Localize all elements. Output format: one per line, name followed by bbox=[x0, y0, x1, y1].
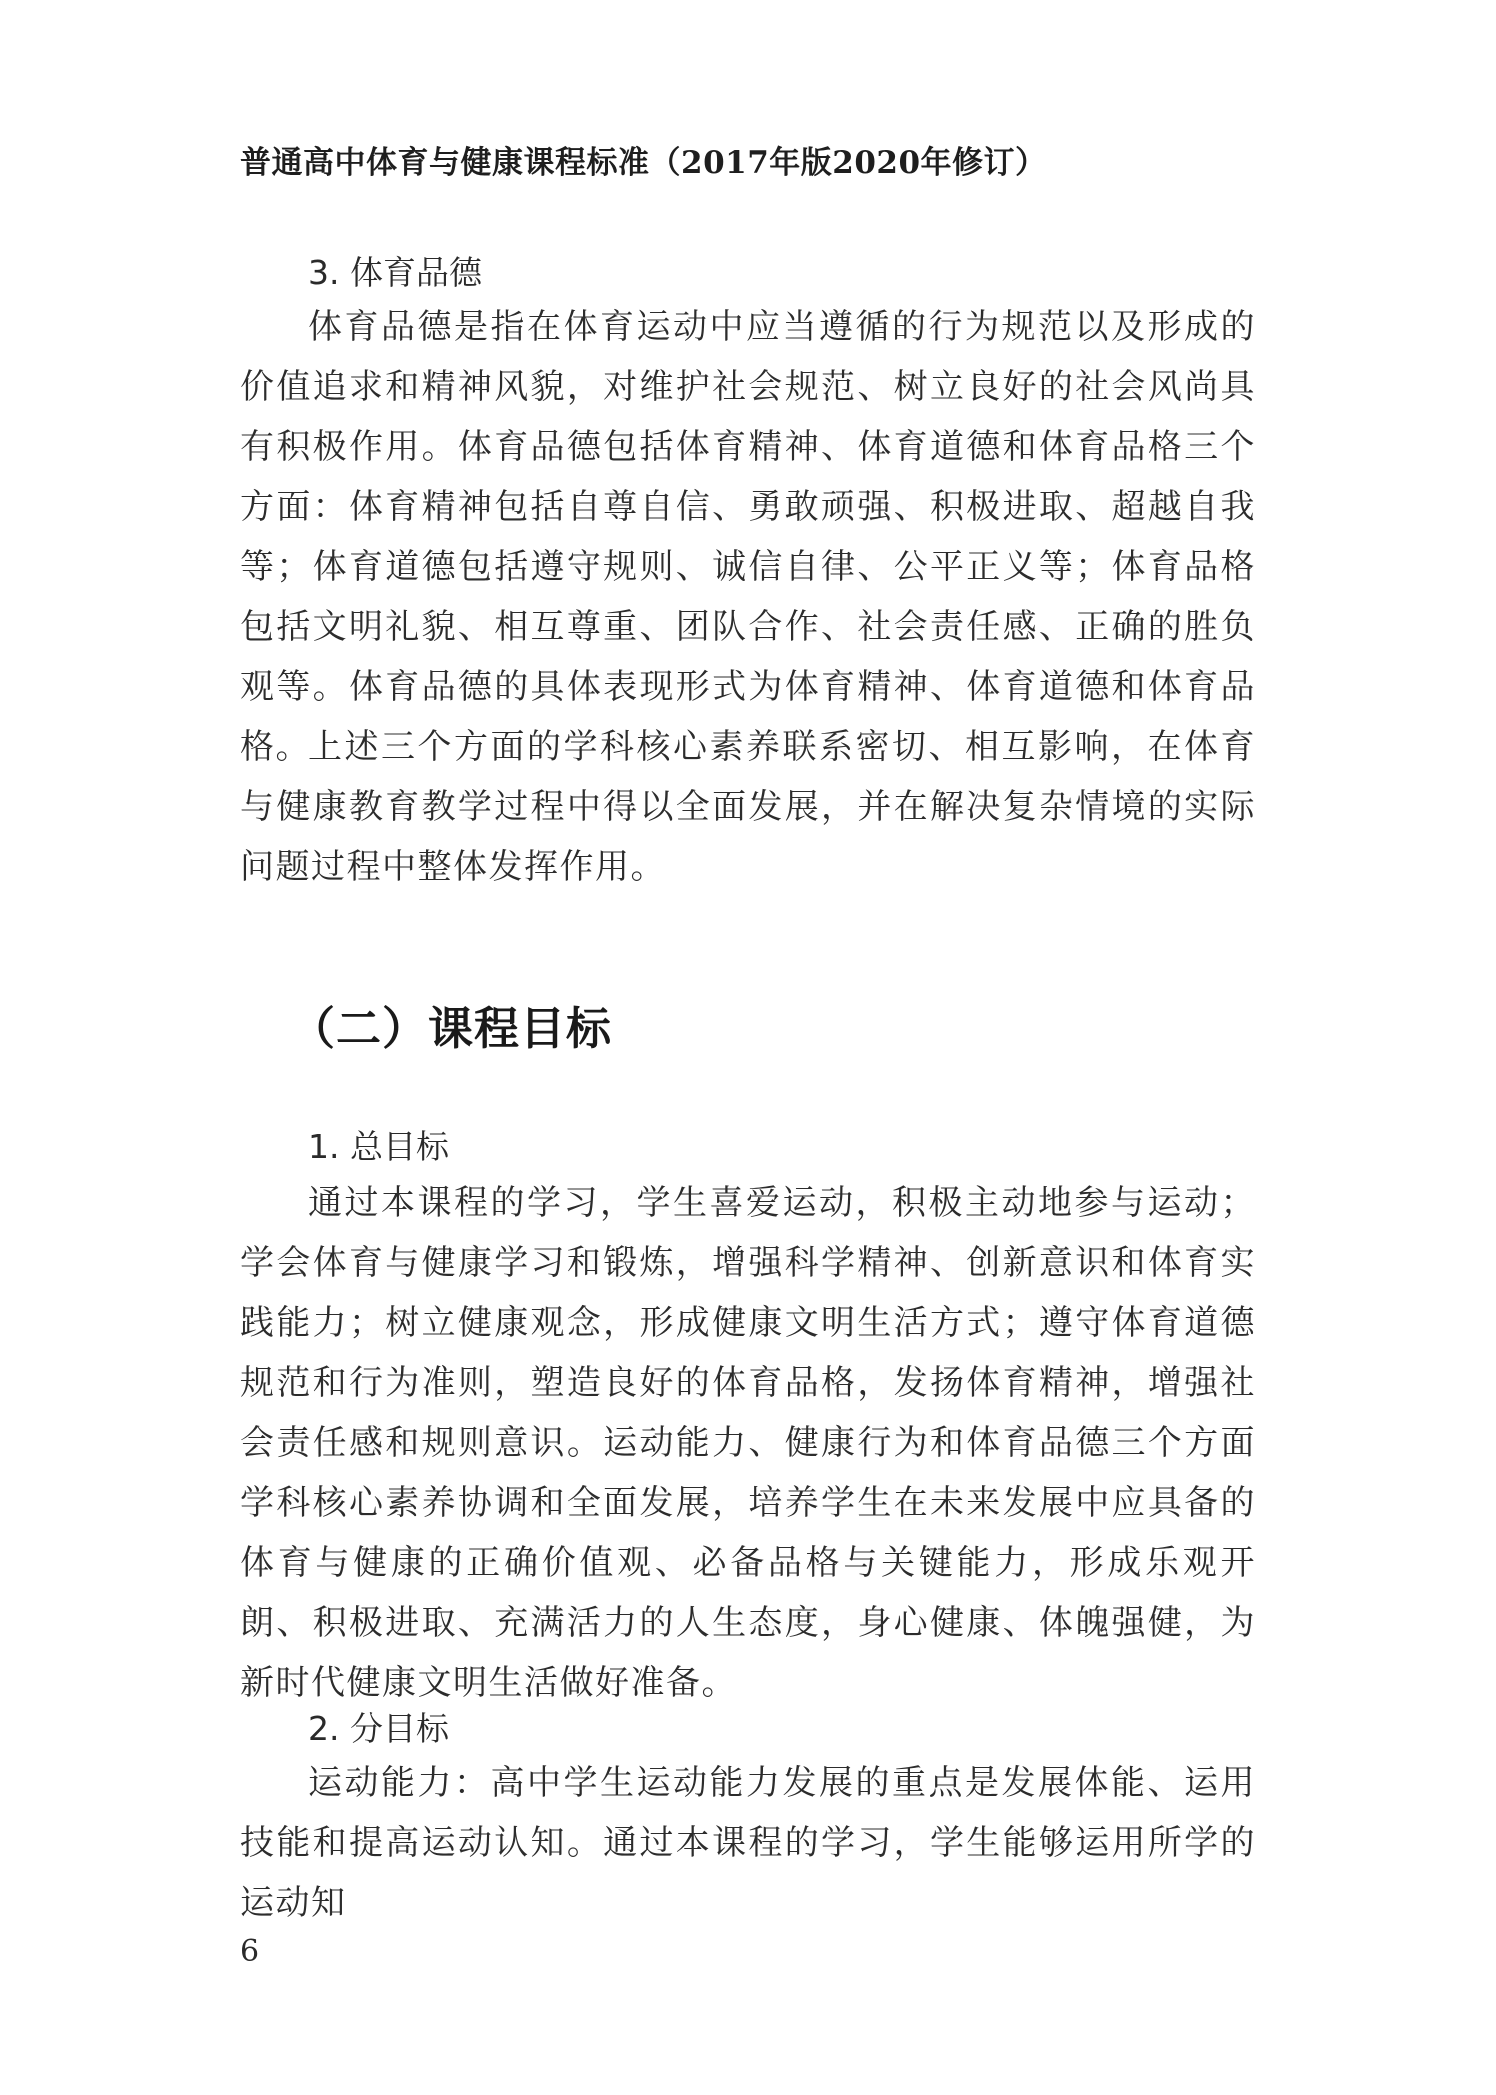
subsection-heading-sports-morality: 3. 体育品德 bbox=[308, 253, 482, 292]
paragraph-sub-goals: 运动能力：高中学生运动能力发展的重点是发展体能、运用技能和提高运动认知。通过本课程的学习，学生能够运用所学的运动知 bbox=[240, 1763, 1256, 1923]
running-header-title: 普通高中体育与健康课程标准（2017年版2020年修订） bbox=[240, 145, 1047, 181]
paragraph-sports-morality-definition: 体育品德是指在体育运动中应当遵循的行为规范以及形成的价值追求和精神风貌，对维护社会规范、树立良好的社会风尚具有积极作用。体育品德包括体育精神、体育道德和体育品格三个方面：体育精神包括自尊自信、勇敢顽强、积极进取、超越自我等；体育道德包括遵守规则、诚信自律、公平正义等；体育品格包括文明礼貌、相互尊重、团队合作、社会责任感、正确的胜负观等。体育品德的具体表现形式为体育精神、体育道德和体育品格。 bbox=[240, 307, 1256, 767]
subsection-heading-overall-goal: 1. 总目标 bbox=[308, 1127, 449, 1166]
paragraph-core-literacy-summary: 上述三个方面的学科核心素养联系密切、相互影响，在体育与健康教育教学过程中得以全面发展，并在解决复杂情境的实际问题过程中整体发挥作用。 bbox=[240, 727, 1256, 887]
subsection-heading-sub-goals: 2. 分目标 bbox=[308, 1709, 449, 1748]
page-number: 6 bbox=[240, 1934, 260, 1969]
paragraph-overall-goal: 通过本课程的学习，学生喜爱运动，积极主动地参与运动；学会体育与健康学习和锻炼，增强科学精神、创新意识和体育实践能力；树立健康观念，形成健康文明生活方式；遵守体育道德规范和行为准则，塑造良好的体育品格，发扬体育精神，增强社会责任感和规则意识。运动能力、健康行为和体育品德三个方面学科核心素养协调和全面发展，培养学生在未来发展中应具备的体育与健康的正确价值观、必备品格与关键能力，形成乐观开朗、积极进取、充满活力的人生态度，身心健康、体魄强健，为新时代健康文明生活做好准备。 bbox=[240, 1183, 1256, 1703]
section-title-course-goals: （二）课程目标 bbox=[290, 1002, 613, 1055]
